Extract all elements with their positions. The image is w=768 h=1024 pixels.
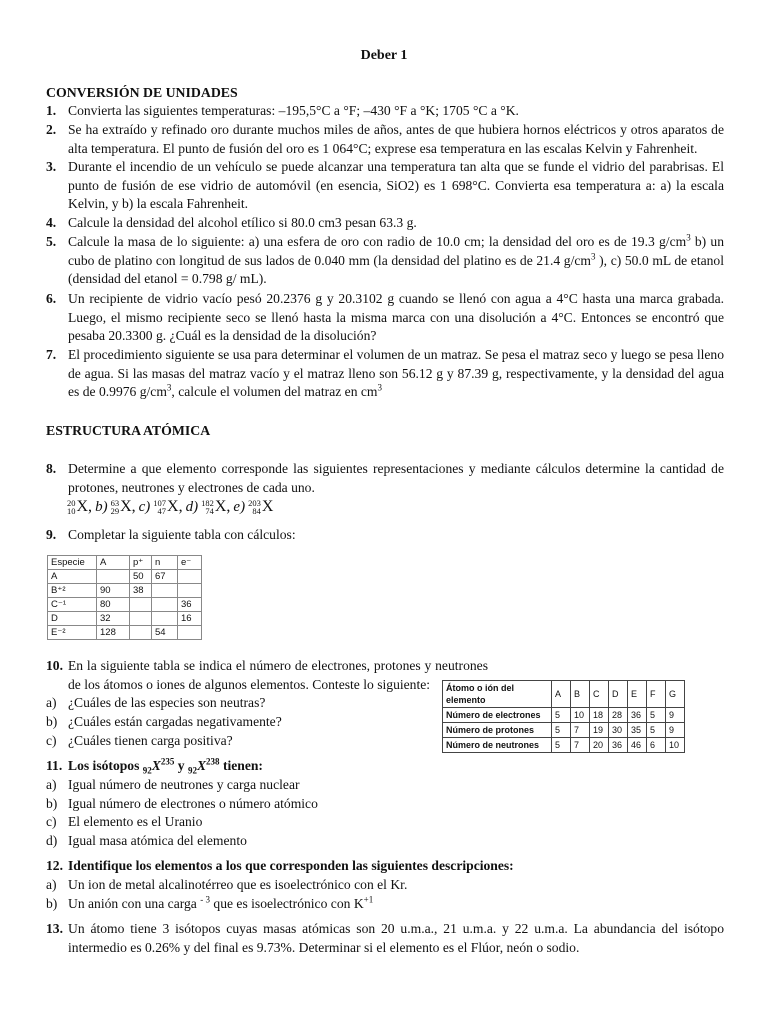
table-cell: 46	[628, 738, 647, 753]
nuclide-symbol	[248, 498, 273, 517]
nuclide-symbol	[111, 498, 136, 517]
option-b: b) ¿Cuáles están cargadas negativamente?	[46, 714, 282, 729]
question-number: 3.	[46, 159, 57, 174]
option-b: b) Un anión con una carga $^{- 3}$ que es isoelectrónico con $K^{+1}$	[46, 894, 374, 911]
table-cell	[130, 612, 152, 626]
mass-number: 203	[248, 497, 261, 508]
mass-number: 182	[201, 497, 214, 508]
table-row-label: Número de protones	[443, 723, 552, 738]
table-header-cell: A	[97, 556, 130, 570]
table-header-cell: G	[666, 681, 685, 708]
question-text: Determine a que elemento corresponde las siguientes representaciones y mediante cálculos determine la cantidad de protones, neutrones y electrones de cada uno.	[68, 461, 724, 495]
question-4	[46, 214, 724, 233]
question-text: Un recipiente de vidrio vacío pesó 20.2376 g y 20.3102 g cuando se llenó con agua a 4°C hasta una marca grabada. Luego, el mismo recipiente seco se llenó hasta la misma marca con una disolución a 4°C. Entonces se encontró que pesaba 20.3300 g. ¿Cuál es la densidad de la disolución?	[68, 291, 724, 343]
page-title: Deber 1	[360, 48, 408, 63]
question-number: 11.	[46, 758, 63, 773]
question-1	[46, 102, 724, 121]
table-cell	[97, 570, 130, 584]
nuclide-label: e)	[233, 498, 246, 515]
table-header-cell: A	[552, 681, 571, 708]
question-number: 12.	[46, 858, 63, 873]
table-cell: 35	[628, 723, 647, 738]
table-row	[48, 598, 202, 612]
table-cell	[130, 626, 152, 640]
option-c: c) El elemento es el Uranio	[46, 814, 203, 829]
table-cell: 16	[178, 612, 202, 626]
table-cell: 10	[666, 738, 685, 753]
question-number: 7.	[46, 347, 57, 362]
table-header-cell: e⁻	[178, 556, 202, 570]
nuclide-symbol	[67, 498, 92, 517]
table-cell: 6	[647, 738, 666, 753]
atomic-number: 47	[157, 505, 167, 516]
option-b: b) Igual número de electrones o número atómico	[46, 796, 318, 811]
table-cell	[130, 598, 152, 612]
question-text: En la siguiente tabla se indica el número de electrones, protones y neutrones de los átomos o iones de algunos elementos. Conteste lo siguiente:	[68, 658, 488, 692]
nuclide-label: d)	[185, 498, 199, 515]
section-heading-atomic-structure: ESTRUCTURA ATÓMICA	[46, 423, 211, 438]
question-text: Se ha extraído y refinado oro durante muchos miles de años, antes de que hubiera hornos eléctricos y otros aparatos de alta temperatura. El punto de fusión del oro es 1 064°C; exprese esa temperatura en las escalas Kelvin y Fahrenheit.	[68, 122, 724, 156]
element-symbol: X,	[120, 497, 136, 515]
atomic-number: 84	[252, 505, 261, 516]
question-text: Durante el incendio de un vehículo se puede alcanzar una temperatura tan alta que se funde el vidrio del parabrisas. El punto de fusión de ese vidrio de automóvil (en esencia, SiO2) es 1 698°C. Convierta esa temperatura a: a) la escala Kelvin, y b) la escala Fahrenheit.	[68, 159, 724, 211]
table-header-row	[443, 681, 685, 708]
table-cell: 36	[628, 708, 647, 723]
question-text: Identifique los elementos a los que corresponden las siguientes descripciones:	[68, 858, 514, 873]
nuclide-label: b)	[95, 498, 108, 515]
table-header-cell: B	[571, 681, 590, 708]
element-symbol: X,	[167, 497, 183, 515]
table-cell: 80	[97, 598, 130, 612]
table-header-cell: p⁺	[130, 556, 152, 570]
question-number: 6.	[46, 291, 57, 306]
nuclide-list	[67, 497, 273, 517]
table-row	[443, 723, 685, 738]
question-number: 10.	[46, 658, 63, 673]
table-row	[48, 626, 202, 640]
table-cell: 7	[571, 723, 590, 738]
question-9	[46, 526, 724, 545]
table-header-cell: n	[152, 556, 178, 570]
question-8	[46, 460, 724, 497]
particle-count-table	[442, 680, 685, 753]
atomic-number: 10	[67, 505, 76, 516]
species-table	[47, 555, 202, 640]
option-c: c) ¿Cuáles tienen carga positiva?	[46, 733, 233, 748]
table-cell: 90	[97, 584, 130, 598]
question-number: 2.	[46, 122, 57, 137]
table-row	[48, 584, 202, 598]
table-cell: 128	[97, 626, 130, 640]
table-row-label: Número de electrones	[443, 708, 552, 723]
table-cell: 5	[552, 738, 571, 753]
table-cell: 10	[571, 708, 590, 723]
question-text: El procedimiento siguiente se usa para determinar el volumen de un matraz. Se pesa el matraz seco y luego se pesa lleno de agua. Si las masas del matraz vacío y el matraz lleno son 56.12 g y 87.39 g, respectivamente, y la densidad del agua es de 0.9976 $g/cm^3$, calcule el volumen del matraz en $cm^3$	[68, 347, 724, 399]
table-header-cell: C	[590, 681, 609, 708]
question-text: Los isótopos $_{92}X^{235}$ y $_{92}X^{238}$ tienen:	[68, 756, 263, 776]
table-cell: E⁻²	[48, 626, 97, 640]
question-13	[46, 920, 724, 957]
atomic-number: 74	[205, 505, 214, 516]
question-number: 13.	[46, 921, 63, 936]
question-text: Calcule la masa de lo siguiente: a) una esfera de oro con radio de 10.0 cm; la densidad del oro es de 19.3 $g/cm^3$ b) un cubo de platino con longitud de sus lados de 0.040 mm (la densidad del platino es de 21.4 $g/cm^3$ ), c) 50.0 mL de etanol (densidad del etanol = 0.798 g/ mL).	[68, 232, 725, 286]
table-cell: B⁺²	[48, 584, 97, 598]
table-row	[48, 612, 202, 626]
table-cell	[152, 598, 178, 612]
nuclide-label: c)	[138, 498, 151, 515]
option-a: a) Igual número de neutrones y carga nuclear	[46, 777, 300, 792]
atomic-number: 29	[110, 505, 120, 516]
table-cell: 30	[609, 723, 628, 738]
table-row	[48, 570, 202, 584]
table-cell	[152, 612, 178, 626]
option-d: d) Igual masa atómica del elemento	[46, 833, 247, 848]
question-number: 4.	[46, 215, 57, 230]
table-cell: 20	[590, 738, 609, 753]
table-cell: 38	[130, 584, 152, 598]
table-cell: C⁻¹	[48, 598, 97, 612]
table-header-cell: Especie	[48, 556, 97, 570]
table-cell: 19	[590, 723, 609, 738]
table-header-cell: Átomo o ión del elemento	[443, 681, 552, 708]
table-cell: 5	[552, 708, 571, 723]
table-cell: 18	[590, 708, 609, 723]
table-cell: D	[48, 612, 97, 626]
table-cell: 67	[152, 570, 178, 584]
table-cell: A	[48, 570, 97, 584]
table-header-cell: E	[628, 681, 647, 708]
question-text: Convierta las siguientes temperaturas: –195,5°C a °F; –430 °F a °K; 1705 °C a °K.	[68, 103, 519, 118]
mass-number: 63	[110, 497, 120, 508]
table-cell	[178, 584, 202, 598]
question-text: Un átomo tiene 3 isótopos cuyas masas atómicas son 20 u.m.a., 21 u.m.a. y 22 u.m.a. La abundancia del isótopo intermedio es 0.26% y del final es 9.73%. Determinar si el elemento es el Flúor, neón o sodio.	[68, 921, 724, 955]
question-number: 5.	[46, 234, 57, 249]
element-symbol: X	[261, 497, 274, 515]
question-text: Completar la siguiente tabla con cálculos:	[68, 527, 296, 542]
nuclide-symbol	[153, 498, 182, 517]
table-row	[443, 708, 685, 723]
table-cell	[152, 584, 178, 598]
table-cell: 36	[609, 738, 628, 753]
element-symbol: X,	[76, 497, 93, 515]
option-a: a) Un ion de metal alcalinotérreo que es isoelectrónico con el Kr.	[46, 877, 408, 892]
mass-number: 107	[153, 497, 167, 508]
table-header-cell: F	[647, 681, 666, 708]
table-cell: 36	[178, 598, 202, 612]
table-cell: 32	[97, 612, 130, 626]
table-cell	[178, 570, 202, 584]
table-cell: 7	[571, 738, 590, 753]
table-row	[443, 738, 685, 753]
question-5	[46, 233, 724, 289]
question-number: 1.	[46, 103, 57, 118]
table-cell: 5	[647, 723, 666, 738]
element-symbol: X,	[214, 497, 231, 515]
mass-number: 20	[67, 497, 76, 508]
table-cell: 54	[152, 626, 178, 640]
table-cell: 5	[552, 723, 571, 738]
question-6	[46, 290, 724, 346]
question-number: 8.	[46, 461, 57, 476]
table-cell: 50	[130, 570, 152, 584]
option-a: a) ¿Cuáles de las especies son neutras?	[46, 695, 266, 710]
question-3	[46, 158, 724, 214]
table-cell: 9	[666, 723, 685, 738]
table-cell: 5	[647, 708, 666, 723]
question-11	[46, 757, 724, 776]
table-cell: 28	[609, 708, 628, 723]
question-7	[46, 346, 724, 402]
table-cell: 9	[666, 708, 685, 723]
section-heading-unit-conversion: CONVERSIÓN DE UNIDADES	[46, 85, 238, 100]
table-header-cell: D	[609, 681, 628, 708]
question-2	[46, 121, 724, 158]
table-header-row	[48, 556, 202, 570]
question-12	[46, 857, 724, 876]
table-row-label: Número de neutrones	[443, 738, 552, 753]
question-text: Calcule la densidad del alcohol etílico si 80.0 cm3 pesan 63.3 g.	[68, 215, 417, 230]
question-number: 9.	[46, 527, 57, 542]
nuclide-symbol	[201, 498, 230, 517]
table-cell	[178, 626, 202, 640]
